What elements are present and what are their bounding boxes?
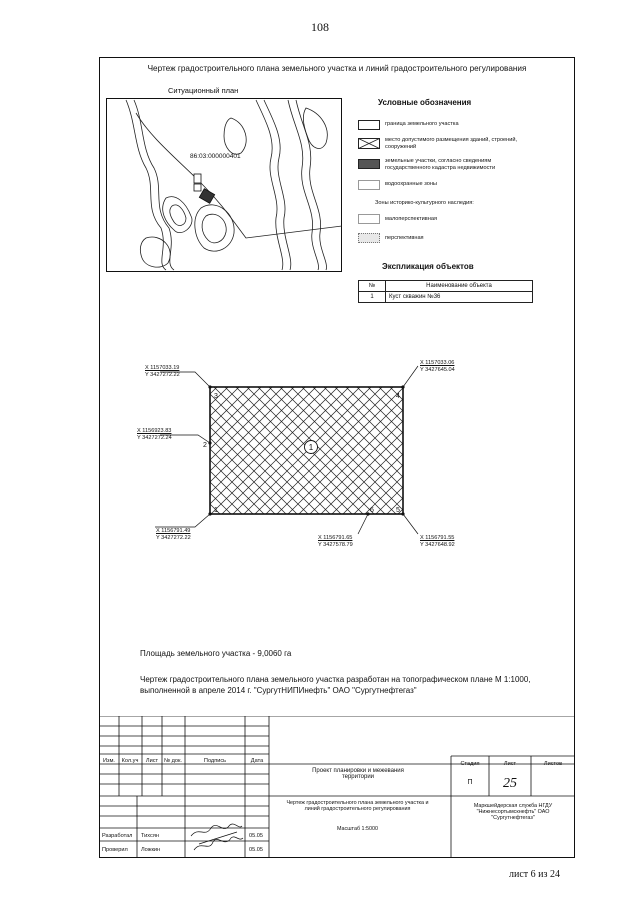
- object-number: 1: [359, 292, 386, 303]
- coord-x: X 1156791.65: [318, 535, 353, 541]
- point-number: 2: [203, 442, 207, 449]
- legend-heritage-header: Зоны историко-культурного наследия:: [375, 200, 474, 206]
- situational-plan-map: [106, 98, 342, 272]
- legend-swatch-parcel-boundary: [358, 120, 380, 130]
- coordinate-label: [420, 360, 455, 373]
- stamp-scale: Масштаб 1:5000: [336, 826, 379, 832]
- basis-note: Чертеж градостроительного плана земельного участка разработан на топографическом плане М 1:1000, выполненной в апреле 2014 г. "СургутНИПИнефть" ОАО "Сургутнефтегаз": [140, 675, 531, 695]
- legend-item-label: перспективная: [385, 235, 424, 241]
- object-label: 1: [308, 443, 314, 452]
- vertex-marker: [208, 385, 211, 388]
- stamp-column-header: Изм.: [103, 758, 115, 764]
- stamp-sheet-header: Стадия: [460, 761, 480, 767]
- vertex-marker: [401, 385, 404, 388]
- legend-item-label: место допустимого размещения зданий, строений, сооружений: [385, 137, 518, 150]
- coord-x: X 1156791.49: [156, 528, 191, 534]
- coord-y: Y 3427648.92: [420, 541, 455, 548]
- stamp-sheet-header: Листов: [543, 761, 563, 767]
- legend-item-label: малоперспективная: [385, 216, 437, 222]
- stamp-drawing-title: Чертеж градостроительного плана земельного участка и линий градостроительного регулирования: [286, 800, 429, 813]
- stamp-date: 05.05: [249, 833, 263, 839]
- stamp-stage: П: [467, 779, 473, 786]
- stamp-column-header: Дата: [250, 758, 264, 764]
- coord-y: Y 3427578.79: [318, 541, 353, 548]
- title-block: [99, 716, 575, 858]
- stamp-date: 05.05: [249, 847, 263, 853]
- legend-swatch-cadastral: [358, 159, 380, 169]
- stamp-role: Проверил: [102, 847, 128, 853]
- explication-table: [358, 280, 533, 303]
- coord-y: Y 3427272.24: [137, 434, 172, 441]
- coord-x: X 1156923.83: [137, 428, 172, 434]
- stamp-person: Тихсян: [141, 833, 159, 839]
- coordinate-label: [137, 428, 172, 441]
- stamp-column-header: Лист: [145, 758, 159, 764]
- point-number: 6: [370, 507, 374, 514]
- coord-y: Y 3427272.22: [156, 534, 191, 541]
- stamp-role: Разработал: [102, 833, 133, 839]
- legend-title: Условные обозначения: [378, 98, 472, 107]
- point-number: 4: [396, 393, 400, 400]
- vertex-marker: [208, 512, 211, 515]
- legend-swatch-building-area: [358, 138, 380, 149]
- vertex-marker: [401, 512, 404, 515]
- stamp-organization: Маркшейдерская служба НГДУ "Нижнесортымскнефть" ОАО "Сургутнефтегаз": [473, 803, 553, 822]
- legend-item-label: земельные участки, согласно сведениям государственного кадастра недвижимости: [385, 158, 496, 171]
- legend-item-label: водоохранные зоны: [385, 181, 437, 187]
- stamp-column-header: Кол.уч: [121, 758, 139, 764]
- stamp-project-title: Проект планировки и межевания территории: [312, 768, 404, 781]
- page-number: 108: [311, 20, 329, 34]
- column-header: Наименование объекта: [386, 281, 533, 292]
- coordinate-label: [318, 535, 353, 548]
- object-name: Куст скважин №36: [386, 292, 533, 303]
- coordinate-label: [145, 365, 180, 378]
- sheet-footer: лист 6 из 24: [509, 869, 560, 880]
- legend-item-label: граница земельного участка: [385, 121, 459, 127]
- vertex-marker: [208, 441, 211, 444]
- stamp-person: Ложкин: [141, 847, 161, 853]
- parcel-number: 86:03:000000401: [190, 153, 241, 160]
- column-header: №: [359, 281, 386, 292]
- table-header-row: [359, 281, 533, 292]
- coord-y: Y 3427272.22: [145, 371, 180, 378]
- coordinate-label: [156, 528, 191, 541]
- table-row: [359, 292, 533, 303]
- explication-title: Экспликация объектов: [382, 262, 474, 271]
- point-number: 5: [396, 507, 400, 514]
- stamp-sheet-header: Лист: [503, 761, 517, 767]
- situational-plan-label: Ситуационный план: [168, 86, 239, 95]
- area-text: Площадь земельного участка - 9,0060 га: [140, 649, 292, 658]
- legend-swatch-prospect: [358, 233, 380, 243]
- coord-x: X 1156791.55: [420, 535, 455, 541]
- legend-swatch-low-prospect: [358, 214, 380, 224]
- point-number: 1: [214, 507, 218, 514]
- legend-swatch-water-protection: [358, 180, 380, 190]
- stamp-sheet: 25: [503, 776, 517, 791]
- point-number: 3: [214, 393, 218, 400]
- stamp-column-header: Подпись: [203, 758, 227, 764]
- coord-y: Y 3427645.04: [420, 366, 455, 373]
- coord-x: X 1157033.19: [145, 365, 180, 371]
- coord-x: X 1157033.06: [420, 360, 455, 366]
- coordinate-label: [420, 535, 455, 548]
- drawing-title: Чертеж градостроительного плана земельного участка и линий градостроительного регулирования: [147, 64, 527, 73]
- stamp-column-header: № док.: [164, 758, 182, 764]
